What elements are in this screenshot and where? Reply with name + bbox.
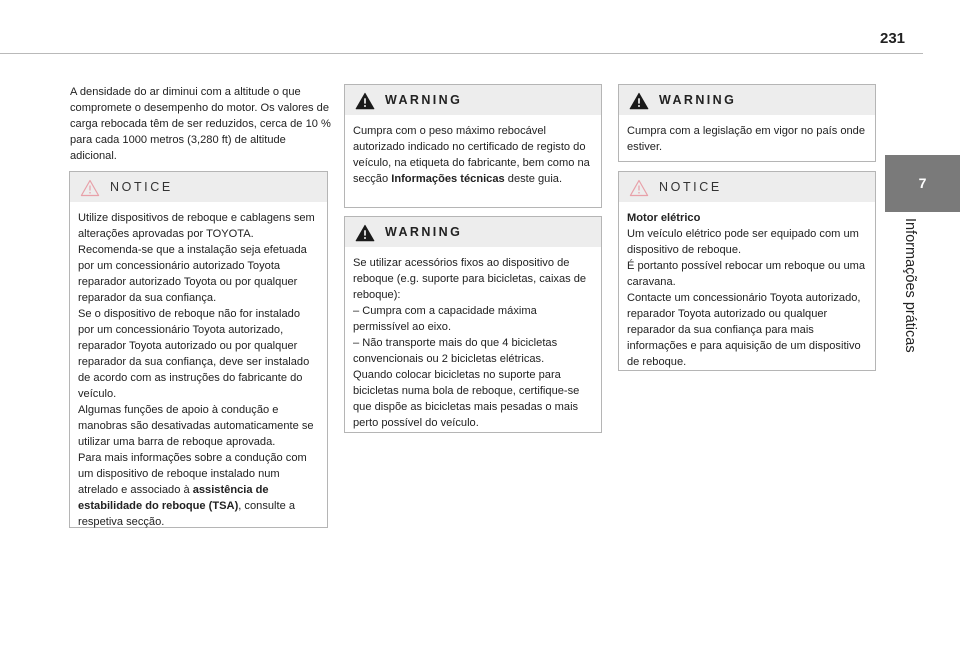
notice-heading	[627, 210, 867, 226]
notice-label: NOTICE	[110, 180, 173, 194]
notice-icon	[80, 179, 100, 197]
notice-header	[70, 172, 327, 202]
warning-text: deste guia.	[504, 173, 563, 185]
warning-paragraph: Cumpra com a legislação em vigor no país onde estiver.	[627, 125, 866, 153]
warning-paragraph	[353, 123, 593, 187]
tsa-link-text: assistência de estabilidade do reboque (TSA)	[78, 484, 269, 512]
header-divider	[0, 53, 923, 54]
warning-box-legislation	[618, 84, 876, 162]
warning-label: WARNING	[385, 225, 463, 239]
notice-heading-text: Motor elétrico	[627, 212, 701, 224]
notice-paragraph: Se o dispositivo de reboque não for instalado por um concessionário Toyota autorizado, reparador Toyota autorizado ou por qualquer reparador da sua confiança, deve ser instalado de acordo com as instruções do fabricante do veículo.	[78, 308, 310, 400]
notice-paragraph: É portanto possível rebocar um reboque ou uma caravana.	[627, 260, 866, 288]
warning-box-towbar-accessories	[344, 216, 602, 433]
intro-paragraph: A densidade do ar diminui com a altitude o que compromete o desempenho do motor. Os valores de carga rebocada têm de ser reduzidos, cerca de 10 % para cada 1000 metros (3,280 ft) de altitude adicional.	[70, 86, 331, 162]
warning-label: WARNING	[385, 93, 463, 107]
warning-list-item: – Não transporte mais do que 4 bicicletas convencionais ou 2 bicicletas elétricas.	[353, 337, 558, 365]
notice-body	[619, 202, 875, 377]
warning-box-max-towing-weight	[344, 84, 602, 208]
notice-icon	[629, 179, 649, 197]
notice-text: , consulte a respetiva secção.	[78, 500, 296, 528]
warning-header	[619, 85, 875, 115]
warning-header	[345, 217, 601, 247]
warning-icon	[355, 92, 375, 110]
notice-paragraph: Um veículo elétrico pode ser equipado com um dispositivo de reboque.	[627, 228, 859, 256]
chapter-number: 7	[918, 175, 927, 191]
notice-paragraph: Algumas funções de apoio à condução e manobras são desativadas automaticamente se utilizar uma barra de reboque aprovada.	[78, 404, 314, 448]
notice-box-electric-motor	[618, 171, 876, 371]
notice-paragraph: Contacte um concessionário Toyota autorizado, reparador Toyota autorizado ou qualquer reparador da sua confiança para mais informações e para aquisição de um dispositivo de reboque.	[627, 292, 861, 368]
warning-body	[345, 247, 601, 438]
technical-info-reference: Informações técnicas	[391, 173, 505, 185]
warning-icon	[355, 224, 375, 242]
chapter-title: Informações práticas	[902, 218, 918, 353]
warning-body	[345, 115, 601, 194]
warning-text: Cumpra com o peso máximo rebocável autorizado indicado no certificado de registo do veículo, na etiqueta do fabricante, bem como na secção	[353, 125, 590, 185]
warning-icon	[629, 92, 649, 110]
notice-label: NOTICE	[659, 180, 722, 194]
notice-text: Para mais informações sobre a condução com um dispositivo de reboque instalado num atrelado e associado à	[78, 452, 307, 496]
warning-body	[619, 115, 875, 162]
chapter-tab[interactable]	[885, 155, 960, 212]
warning-paragraph: Se utilizar acessórios fixos ao dispositivo de reboque (e.g. suporte para bicicletas, caixas de reboque):	[353, 257, 587, 301]
notice-paragraph: Utilize dispositivos de reboque e cablagens sem alterações aprovadas por TOYOTA. Recomenda-se que a instalação seja efetuada por um concessionário autorizado Toyota reparador autorizado Toyota ou por qualquer reparador da sua confiança.	[78, 212, 315, 304]
warning-label: WARNING	[659, 93, 737, 107]
notice-box-towing-devices	[69, 171, 328, 528]
notice-paragraph	[78, 450, 319, 530]
warning-header	[345, 85, 601, 115]
page-number: 231	[880, 30, 906, 47]
notice-header	[619, 172, 875, 202]
warning-paragraph: Quando colocar bicicletas no suporte para bicicletas numa bola de reboque, certifique-se que dispõe as bicicletas mais pesadas o mais perto possível do veículo.	[353, 369, 580, 429]
warning-list-item: – Cumpra com a capacidade máxima permissível ao eixo.	[353, 305, 537, 333]
notice-body	[70, 202, 327, 537]
